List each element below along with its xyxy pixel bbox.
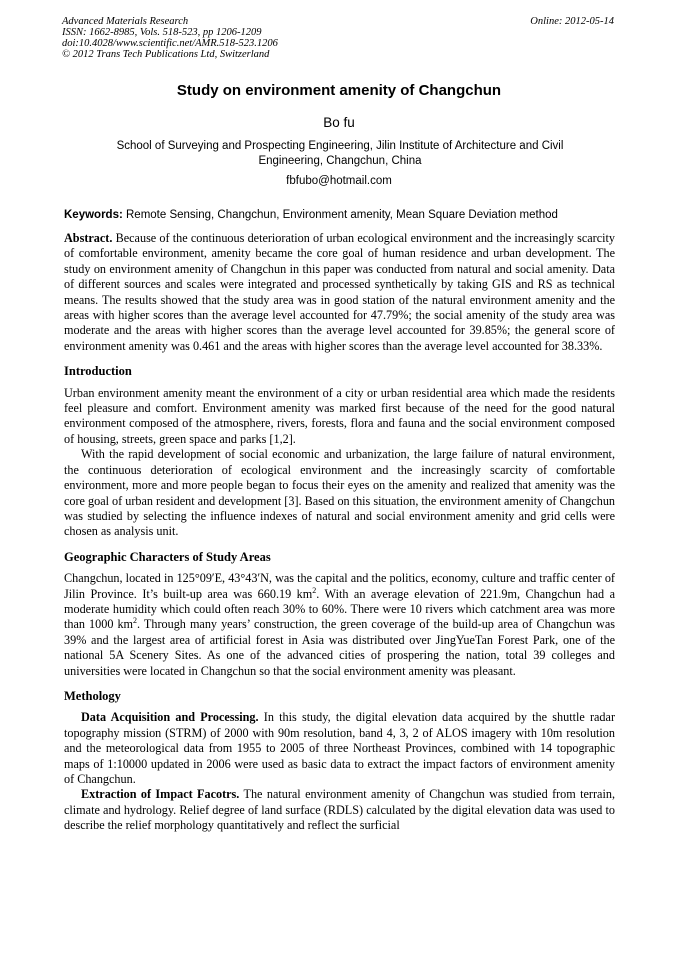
superscript-2: 2 — [133, 616, 138, 626]
journal-header — [62, 16, 278, 60]
geography-text-3: . Through many years’ construction, the green coverage of the build-up area of Changchun was 39% and the largest area of artificial forest in Asia was distributed over JingYueTan Forest Park, one of the national 5A Scenery Sites. As one of the advanced cities of prospering the nation, total 39 colleges and universities were located in Changchun so that the social environment amenity was pleasant. — [64, 617, 615, 678]
introduction-heading: Introduction — [64, 364, 132, 379]
introduction-paragraph-2: With the rapid development of social economic and urbanization, the large failure of natural environment, the continuous deterioration of ecological environment and the increasingly scarcity of comfortable environment, more and more people began to focus their eyes on the amenity and realized that amenity was the core goal of urban resident and development [3]. Based on this situation, the environment amenity of Changchun was studied by selecting the influence indexes of natural and social environment amenity and grid cells were chosen as analysis unit. — [64, 447, 616, 539]
paper-title: Study on environment amenity of Changchun — [176, 82, 502, 99]
geography-heading: Geographic Characters of Study Areas — [64, 549, 271, 564]
keywords-label: Keywords: — [64, 209, 123, 221]
geography-paragraph — [64, 571, 615, 679]
impact-factors-label: Extraction of Impact Facotrs. — [81, 787, 240, 802]
doi-line: doi:10.4028/www.scientific.net/AMR.518-523.1206 — [62, 38, 278, 49]
abstract-paragraph — [64, 231, 615, 354]
methodology-paragraph-2 — [64, 787, 615, 833]
geography-text-1: Changchun, located in 125°09′E, 43°43′N, was the capital and the politics, economy, culture and traffic center of Jilin Province. It’s built-up area was 660.19 km — [64, 571, 615, 601]
impact-factors-text: The natural environment amenity of Changchun was studied from terrain, climate and hydrology. Relief degree of land surface (RDLS) calculated by the digital elevation data was used to describe the relief morphology quantitatively and reflect the surficial — [64, 787, 615, 833]
paper-body — [64, 231, 615, 834]
methodology-heading: Methology — [64, 688, 121, 703]
author-email: fbfubo@hotmail.com — [286, 175, 392, 187]
copyright-line: © 2012 Trans Tech Publications Ltd, Switzerland — [62, 49, 270, 60]
data-acquisition-text: In this study, the digital elevation data acquired by the shuttle radar topography mission (STRM) of 2000 with 90m resolution, band 4, 3, 2 of ALOS imagery with 10m resolution and the meteorological data from 1955 to 2005 of three Northeast Provinces, combined with 14 topographic maps of 1:10000 updated in 2006 were used as basic data to extract the impact factors of environment amenity of Changchun. — [64, 710, 615, 786]
author-name: Bo fu — [323, 115, 355, 130]
keywords-text: Remote Sensing, Changchun, Environment amenity, Mean Square Deviation method — [122, 209, 558, 221]
introduction-paragraph-1: Urban environment amenity meant the environment of a city or urban residential area which made the residents feel pleasure and comfort. Environment amenity was marked first because of the need for the good natural environment composed of the atmosphere, rivers, forests, flora and fauna and the social environment composed of housing, streets, green space and parks [1,2]. — [64, 385, 615, 446]
methodology-paragraph-1 — [64, 710, 615, 787]
issn-line: ISSN: 1662-8985, Vols. 518-523, pp 1206-1209 — [62, 27, 262, 38]
abstract-label: Abstract. — [64, 231, 113, 245]
journal-name: Advanced Materials Research — [62, 16, 189, 27]
affiliation: School of Surveying and Prospecting Engineering, Jilin Institute of Architecture and Civil Engineering, Changchun, China — [116, 140, 564, 167]
superscript-2: 2 — [312, 585, 317, 595]
geography-text-2: . With an average elevation of 221.9m, Changchun had a moderate humidity which could often reach 30% to 60%. There were 10 rivers which catchment area was more than 1000 km — [64, 586, 615, 632]
keywords-line — [64, 209, 624, 221]
online-date: Online: 2012-05-14 — [530, 16, 614, 27]
abstract-text: Because of the continuous deterioration of urban ecological environment and the increasingly scarcity of comfortable environment, amenity became the core goal of human residence and urban development. The study on environment amenity of Changchun in this paper was conducted from natural and social amenity. Data of different sources and scales were integrated and processed synthetically by taking GIS and RS as technical means. The results showed that the study area was in good station of the natural environment amenity and the areas with higher scores than the average level accounted for 47.79%; the social amenity of the study area was moderate and the areas with higher scores than the average level accounted for 39.85%; the general score of environment amenity was 0.461 and the areas with higher scores than the average level accounted for 38.33%. — [64, 231, 615, 353]
data-acquisition-label: Data Acquisition and Processing. — [81, 710, 259, 725]
